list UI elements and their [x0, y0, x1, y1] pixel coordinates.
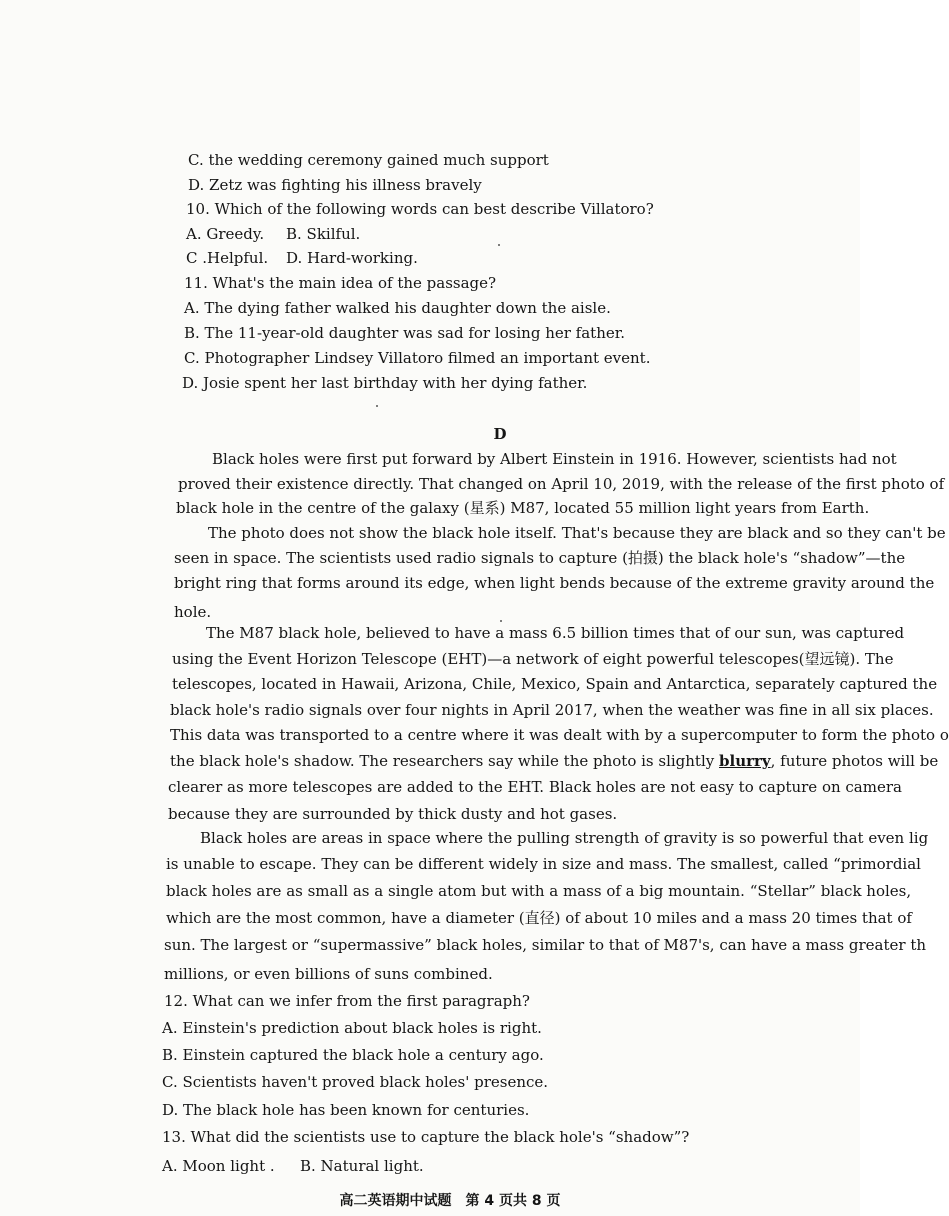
q10-option-a: A. Greedy.	[186, 225, 265, 243]
p3-line-4: black hole's radio signals over four nights in April 2017, when the weather was fine in all six places.	[170, 701, 934, 719]
p4-line-2: is unable to escape. They can be different widely in size and mass. The smallest, called “primordial	[166, 855, 921, 873]
q12-option-c: C. Scientists haven't proved black holes' presence.	[162, 1073, 549, 1091]
q10-option-b: B. Skilful.	[286, 225, 361, 243]
q11-option-c: C. Photographer Lindsey Villatoro filmed an important event.	[184, 349, 651, 367]
p4-line-5: sun. The largest or “supermassive” black holes, similar to that of M87's, can have a mass greater th	[164, 936, 927, 954]
scan-speck	[500, 620, 502, 622]
p2-line-3: bright ring that forms around its edge, when light bends because of the extreme gravity around the	[174, 574, 935, 592]
q10-option-c: C .Helpful.	[186, 249, 269, 267]
q9-option-d: D. Zetz was fighting his illness bravely	[188, 176, 482, 194]
p3-line-7: clearer as more telescopes are added to the EHT. Black holes are not easy to capture on camera	[168, 778, 902, 796]
q11-option-b: B. The 11-year-old daughter was sad for losing her father.	[184, 324, 626, 342]
p2-line-4: hole.	[174, 603, 212, 621]
q12-option-a: A. Einstein's prediction about black holes is right.	[162, 1019, 542, 1037]
q12-option-d: D. The black hole has been known for centuries.	[162, 1101, 530, 1119]
q11-stem: 11. What's the main idea of the passage?	[184, 274, 497, 292]
scan-speck	[498, 244, 500, 246]
p4-line-1: Black holes are areas in space where the pulling strength of gravity is so powerful that even lig	[200, 829, 929, 847]
p2-line-1: The photo does not show the black hole itself. That's because they are black and so they can't be	[208, 524, 946, 542]
p3-line-3: telescopes, located in Hawaii, Arizona, Chile, Mexico, Spain and Antarctica, separately captured the	[172, 675, 938, 693]
p1-line-2: proved their existence directly. That changed on April 10, 2019, with the release of the first photo of	[178, 475, 945, 493]
q13-option-a: A. Moon light .	[162, 1157, 275, 1175]
q13-option-b: B. Natural light.	[300, 1157, 424, 1175]
p4-line-4: which are the most common, have a diameter (直径) of about 10 miles and a mass 20 times that of	[166, 909, 912, 927]
p3-line-6-before: the black hole's shadow. The researchers say while the photo is slightly	[170, 752, 720, 770]
underlined-word-blurry: blurry	[719, 752, 771, 770]
p3-line-1: The M87 black hole, believed to have a mass 6.5 billion times that of our sun, was captured	[206, 624, 905, 642]
q12-option-b: B. Einstein captured the black hole a century ago.	[162, 1046, 544, 1064]
q10-option-d: D. Hard-working.	[286, 249, 418, 267]
p4-line-3: black holes are as small as a single atom but with a mass of a big mountain. “Stellar” black holes,	[166, 882, 912, 900]
p2-line-2: seen in space. The scientists used radio signals to capture (拍摄) the black hole's “shadow”—the	[174, 549, 906, 567]
q9-option-c: C. the wedding ceremony gained much support	[188, 151, 549, 169]
p3-line-5: This data was transported to a centre where it was dealt with by a supercomputer to form the photo o	[170, 726, 949, 744]
q13-stem: 13. What did the scientists use to capture the black hole's “shadow”?	[162, 1128, 690, 1146]
p3-line-2: using the Event Horizon Telescope (EHT)—a network of eight powerful telescopes(望远镜). The	[172, 650, 894, 668]
p1-line-1: Black holes were first put forward by Albert Einstein in 1916. However, scientists had not	[212, 450, 897, 468]
q11-option-d: D. Josie spent her last birthday with her dying father.	[182, 374, 588, 392]
q11-option-a: A. The dying father walked his daughter down the aisle.	[184, 299, 611, 317]
p3-line-6-after: , future photos will be	[770, 752, 939, 770]
q12-stem: 12. What can we infer from the first paragraph?	[164, 992, 530, 1010]
p4-line-6: millions, or even billions of suns combined.	[164, 965, 493, 983]
section-d-heading: D	[493, 425, 507, 443]
page-footer: 高二英语期中试题 第 4 页共 8 页	[339, 1193, 561, 1209]
p3-line-8: because they are surrounded by thick dusty and hot gases.	[168, 805, 618, 823]
p1-line-3: black hole in the centre of the galaxy (星系) M87, located 55 million light years from Earth.	[176, 499, 870, 517]
q10-stem: 10. Which of the following words can best describe Villatoro?	[186, 200, 654, 218]
scan-speck	[376, 405, 378, 407]
p3-line-6	[170, 752, 938, 770]
